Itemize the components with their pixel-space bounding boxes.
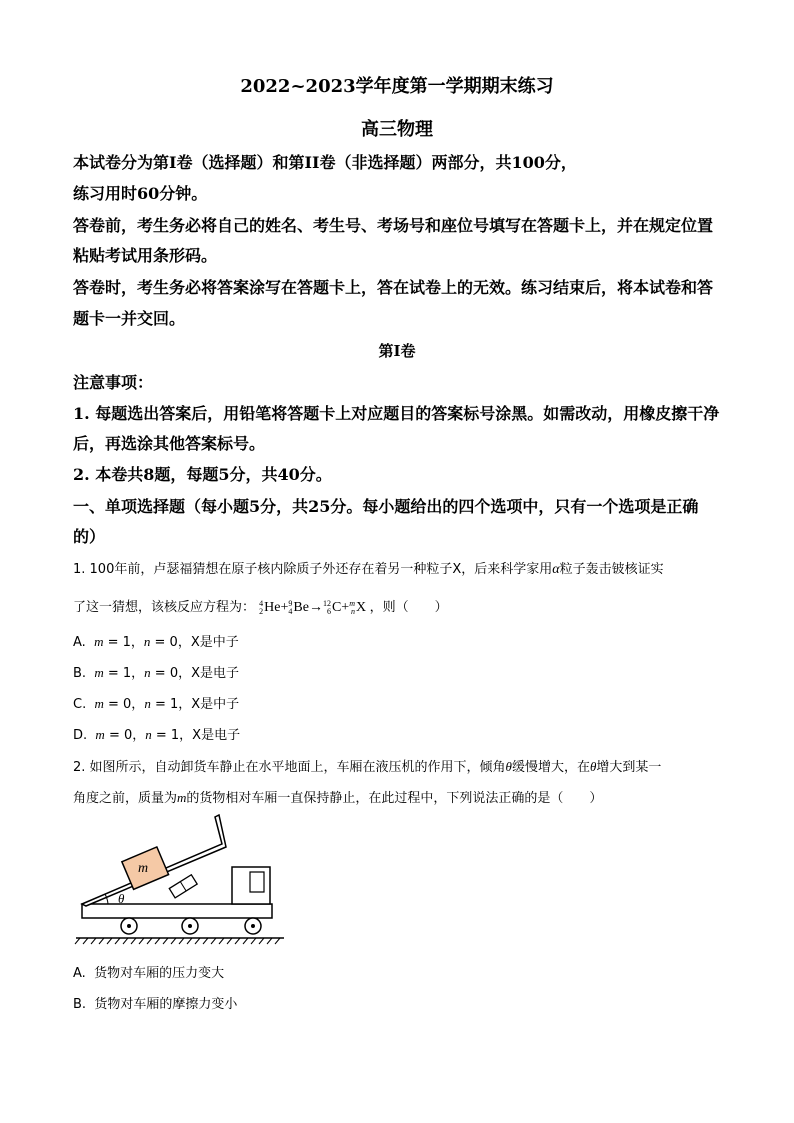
notes-title: 注意事项： (73, 373, 154, 392)
section-heading: 第I卷 (378, 342, 416, 360)
question-2-stem-line2: 角度之前，质量为m的货物相对车厢一直保持静止，在此过程中，下列说法正确的是（ ） (73, 790, 603, 806)
part-title: 的） (73, 527, 106, 546)
question-1-stem-line2: 了这一猜想，该核反应方程为： 4 2He+9 4Be→12 6C+m nX ，则（ ） (73, 598, 448, 616)
instruction-line: 练习用时60分钟。 (73, 184, 208, 203)
instruction-line: 答卷前，考生务必将自己的姓名、考生号、考场号和座位号填写在答题卡上，并在规定位置 (73, 216, 714, 235)
option-a[interactable]: A. m = 1，n = 0，X是中子 (73, 634, 239, 650)
exam-subject: 高三物理 (361, 119, 433, 140)
question-2-stem: 2. 如图所示，自动卸货车静止在水平地面上，车厢在液压机的作用下，倾角θ缓慢增大，在θ增大到某一 (73, 759, 662, 775)
ground-hatching (75, 938, 280, 944)
question-1-stem: 1. 100年前，卢瑟福猜想在原子核内除质子外还存在着另一种粒子X，后来科学家用α粒子轰击铍核证实 (73, 562, 664, 577)
dump-truck-figure (72, 812, 292, 947)
option-c[interactable]: C. m = 0，n = 1，X是中子 (73, 696, 240, 712)
note-line: 1. 每题选出答案后，用铅笔将答题卡上对应题目的答案标号涂黑。如需改动，用橡皮擦干净 (73, 404, 720, 423)
instruction-line: 粘贴考试用条形码。 (73, 246, 218, 265)
note-line: 2. 本卷共8题，每题5分，共40分。 (73, 465, 332, 484)
instruction-line: 题卡一并交回。 (73, 309, 186, 328)
alpha-symbol: α (552, 562, 560, 577)
option-d[interactable]: D. m = 0，n = 1，X是电子 (73, 727, 241, 743)
exam-title: 2022~2023学年度第一学期期末练习 (240, 76, 554, 97)
nuclear-equation: 4 2He+9 4Be→12 6C+m nX (259, 598, 367, 616)
option-b[interactable]: B. m = 1，n = 0，X是电子 (73, 665, 239, 681)
instruction-line: 本试卷分为第I卷（选择题）和第II卷（非选择题）两部分，共100分， (73, 153, 577, 172)
truck-chassis (82, 904, 272, 918)
part-title: 一、单项选择题（每小题5分，共25分。每小题给出的四个选项中，只有一个选项是正确 (73, 497, 699, 516)
truck-wheels (121, 918, 261, 934)
cab-window (250, 872, 264, 892)
angle-label: θ (118, 891, 125, 906)
cargo-mass-label: m (138, 861, 149, 876)
instruction-line: 答卷时，考生务必将答案涂写在答题卡上，答在试卷上的无效。练习结束后，将本试卷和答 (73, 278, 714, 297)
q2-option-b[interactable]: B. 货物对车厢的摩擦力变小 (73, 997, 238, 1012)
hydraulic-cylinder (169, 875, 197, 898)
q2-option-a[interactable]: A. 货物对车厢的压力变大 (73, 966, 225, 981)
note-line: 后，再选涂其他答案标号。 (73, 434, 266, 453)
